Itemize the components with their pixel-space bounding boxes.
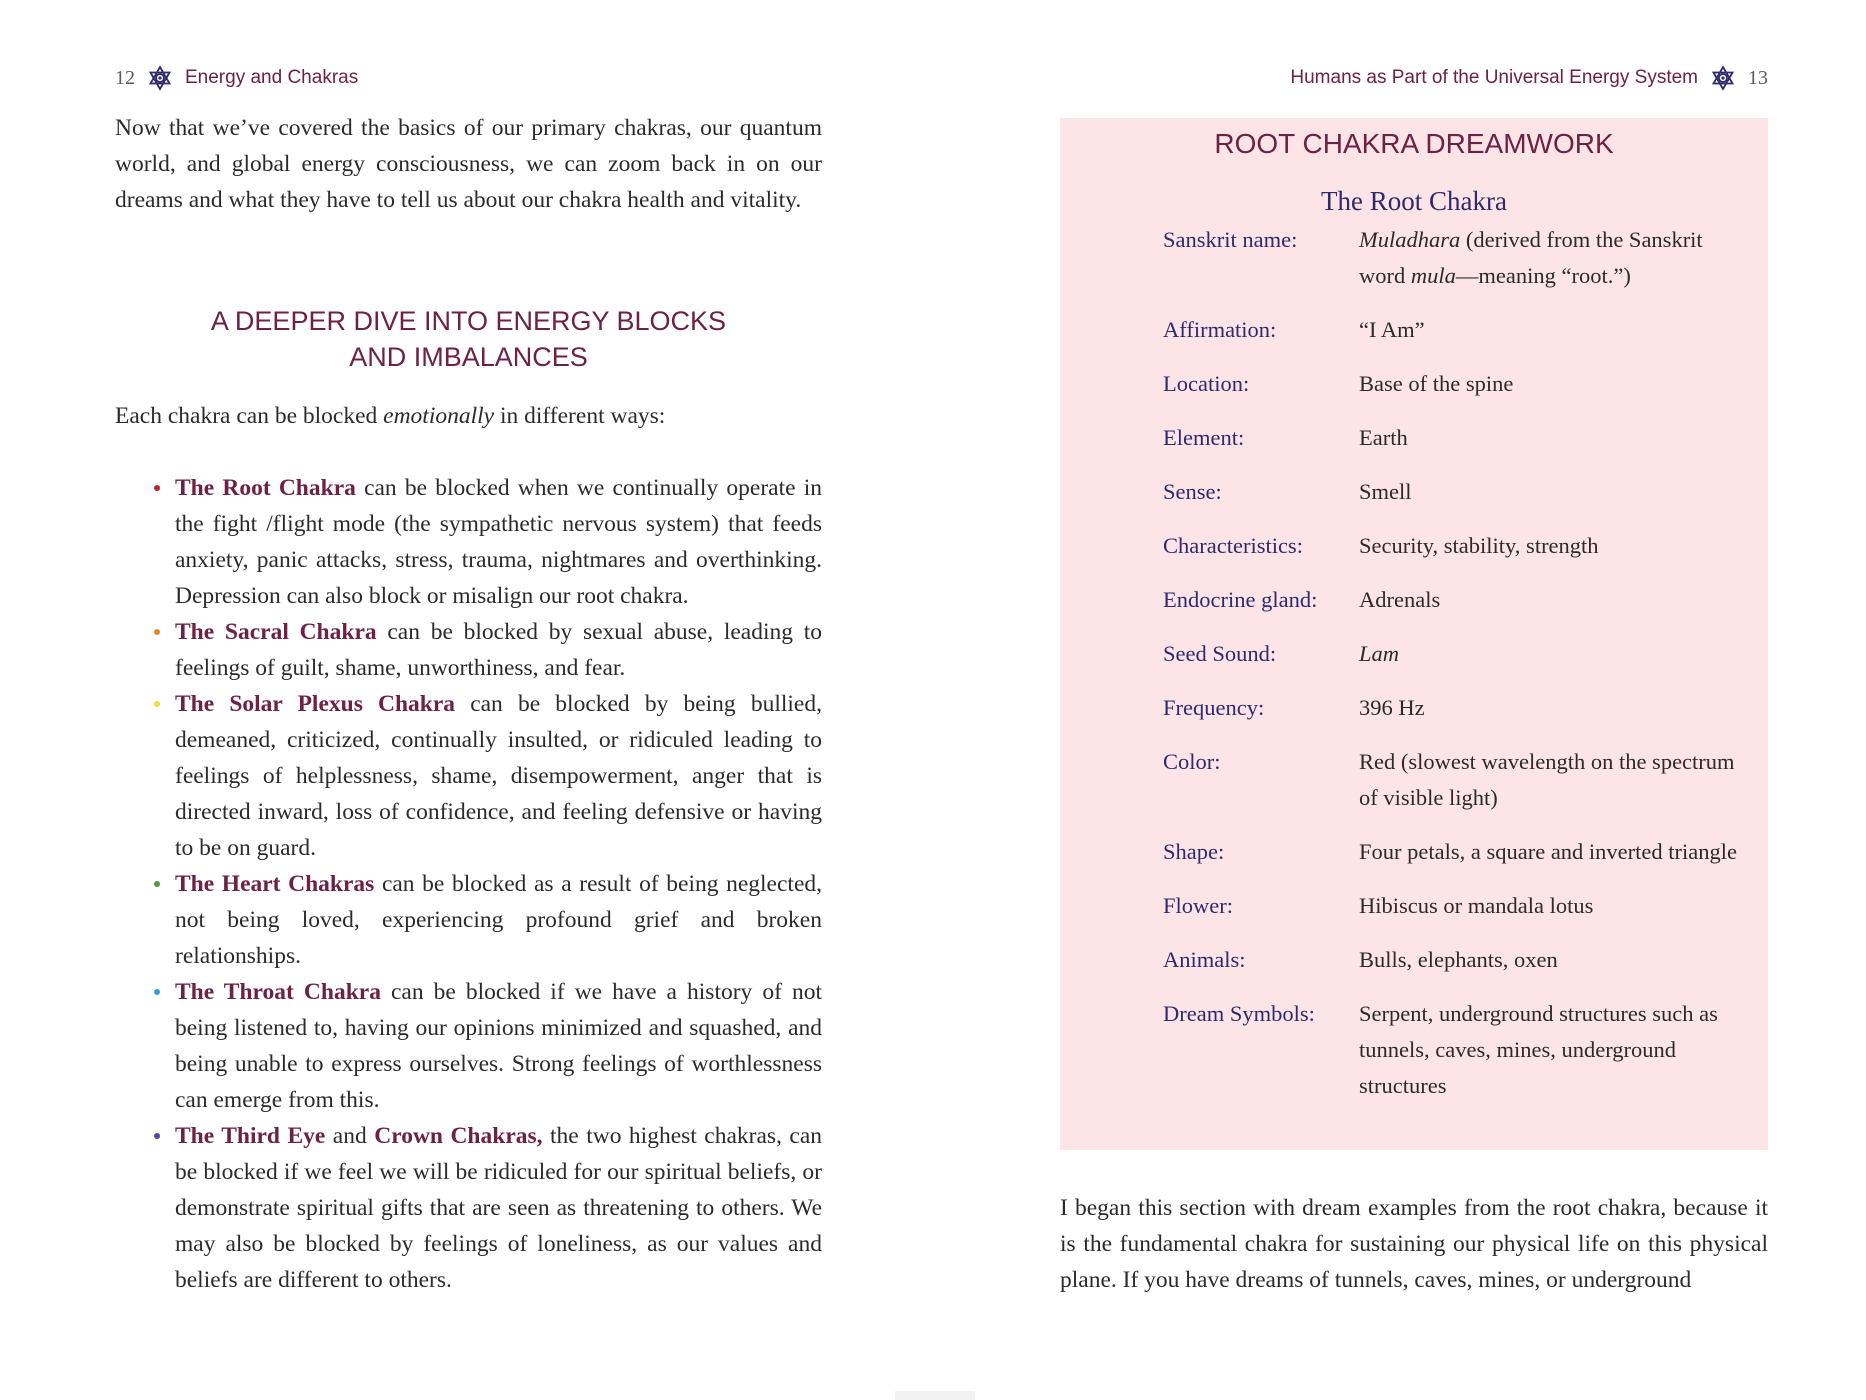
list-item-text: can be blocked if we have a history of not being listened to, having our opinions minimized and squashed, and being unable to express ourselves. Strong feelings of worthlessness can emerge from this.	[175, 979, 822, 1113]
blocked-intro-emphasis: emotionally	[383, 403, 495, 429]
fact-label: Flower:	[1163, 893, 1233, 918]
fact-row	[1163, 420, 1753, 456]
fact-label: Characteristics:	[1163, 533, 1303, 558]
fact-row	[1163, 636, 1753, 672]
fact-value: Base of the spine	[1359, 371, 1514, 396]
chakra-name: The Throat Chakra	[175, 979, 381, 1005]
fact-label: Endocrine gland:	[1163, 587, 1318, 612]
chakra-star-icon	[1710, 65, 1736, 91]
sanskrit-mid: (derived from the Sanskrit word	[1359, 227, 1703, 288]
right-running-head-title: Humans as Part of the Universal Energy System	[1290, 67, 1698, 88]
fact-value: Hibiscus or mandala lotus	[1359, 893, 1594, 918]
chakra-fact-table	[1163, 222, 1753, 1122]
fact-label: Location:	[1163, 371, 1250, 396]
bullet-dot-icon	[154, 701, 160, 707]
chakra-block-list	[115, 470, 822, 1298]
left-page-number: 12	[115, 66, 135, 89]
section-heading-line2: AND IMBALANCES	[349, 342, 588, 372]
section-heading-line1: A DEEPER DIVE INTO ENERGY BLOCKS	[210, 306, 727, 336]
blocked-intro	[115, 398, 822, 434]
fact-label: Seed Sound:	[1163, 641, 1277, 666]
fact-label: Element:	[1163, 425, 1245, 450]
fact-label: Sanskrit name:	[1163, 227, 1298, 252]
list-item-text: can be blocked as a result of being neglected, not being loved, experiencing profound grief and broken relationships.	[175, 871, 823, 969]
chakra-star-icon	[147, 65, 173, 91]
bullet-dot-icon	[154, 989, 160, 995]
list-item-text: the two highest chakras, can be blocked if we feel we will be ridiculed for our spiritual beliefs, or demonstrate spiritual gifts that are seen as threatening to others. We may also be blocked by feelings of loneliness, as our values and beliefs are different to others.	[175, 1123, 822, 1293]
box-title: ROOT CHAKRA DREAMWORK	[1214, 128, 1614, 159]
left-page	[115, 0, 822, 1400]
gutter-mark	[895, 1391, 975, 1400]
chakra-name: The Solar Plexus Chakra	[175, 691, 456, 717]
box-subtitle: The Root Chakra	[1321, 186, 1507, 216]
list-item-connector: and	[325, 1123, 375, 1149]
fact-value: Serpent, underground structures such as tunnels, caves, mines, underground structures	[1359, 1001, 1718, 1098]
fact-row	[1163, 744, 1753, 816]
outro-paragraph: I began this section with dream examples from the root chakra, because it is the fundamental chakra for sustaining our physical life on this physical plane. If you have dreams of tunnels, caves, mines, or underground	[1060, 1195, 1768, 1293]
fact-row	[1163, 582, 1753, 618]
blocked-intro-before: Each chakra can be blocked	[115, 403, 384, 429]
list-item-root	[115, 470, 822, 614]
fact-value: Security, stability, strength	[1359, 533, 1599, 558]
list-item-throat	[115, 974, 822, 1118]
bullet-dot-icon	[154, 1133, 160, 1139]
fact-label: Color:	[1163, 749, 1221, 774]
chakra-name: The Heart Chakras	[175, 871, 375, 897]
list-item-third-eye-crown	[115, 1118, 822, 1298]
blocked-intro-after: in different ways:	[494, 403, 666, 429]
fact-row	[1163, 996, 1753, 1104]
fact-row	[1163, 528, 1753, 564]
fact-value: Earth	[1359, 425, 1408, 450]
chakra-name: The Sacral Chakra	[175, 619, 377, 645]
fact-row	[1163, 312, 1753, 348]
chakra-name: The Third Eye	[175, 1123, 326, 1149]
fact-label: Affirmation:	[1163, 317, 1277, 342]
intro-paragraph: Now that we’ve covered the basics of our primary chakras, our quantum world, and global energy consciousness, we can zoom back in on our dreams and what they have to tell us about our chakra health and vitality.	[115, 115, 822, 213]
fact-row-sanskrit	[1163, 222, 1753, 294]
bullet-dot-icon	[154, 629, 160, 635]
fact-value: 396 Hz	[1359, 695, 1425, 720]
list-item-text: can be blocked by being bullied, demeaned, criticized, continually insulted, or ridiculed leading to feelings of helplessness, shame, disempowerment, anger that is directed inward, loss of confidence, and feeling defensive or having to be on guard.	[175, 691, 822, 861]
fact-value: Four petals, a square and inverted triangle	[1359, 839, 1737, 864]
fact-value	[1359, 222, 1749, 294]
chakra-name: The Root Chakra	[175, 475, 356, 501]
list-item-heart	[115, 866, 822, 974]
fact-row	[1163, 474, 1753, 510]
left-running-head	[115, 62, 822, 94]
sanskrit-end: —meaning “root.”)	[1455, 263, 1631, 288]
fact-value: Smell	[1359, 479, 1412, 504]
list-item-text: can be blocked by sexual abuse, leading to feelings of guilt, shame, unworthiness, and fear.	[175, 619, 822, 681]
bullet-dot-icon	[154, 881, 160, 887]
right-page	[1060, 0, 1768, 1400]
fact-label: Animals:	[1163, 947, 1246, 972]
fact-row	[1163, 690, 1753, 726]
bullet-dot-icon	[154, 485, 160, 491]
fact-row	[1163, 834, 1753, 870]
right-running-head	[1060, 62, 1768, 94]
list-item-text: can be blocked when we continually operate in the fight /flight mode (the sympathetic nervous system) that feeds anxiety, panic attacks, stress, trauma, nightmares and overthinking. Depression can also block or misalign our root chakra.	[175, 475, 823, 609]
fact-value: Bulls, elephants, oxen	[1359, 947, 1558, 972]
fact-label: Frequency:	[1163, 695, 1265, 720]
fact-label: Sense:	[1163, 479, 1222, 504]
fact-value: Adrenals	[1359, 587, 1441, 612]
sanskrit-word: mula	[1410, 263, 1456, 288]
right-page-number: 13	[1748, 66, 1768, 89]
fact-value: Lam	[1359, 641, 1400, 666]
fact-value: “I Am”	[1359, 317, 1425, 342]
fact-row	[1163, 888, 1753, 924]
list-item-solar-plexus	[115, 686, 822, 866]
section-heading	[115, 303, 822, 375]
fact-label: Dream Symbols:	[1163, 1001, 1315, 1026]
left-running-head-title: Energy and Chakras	[185, 67, 359, 88]
sanskrit-term: Muladhara	[1359, 227, 1461, 252]
chakra-name-second: Crown Chakras,	[374, 1123, 543, 1149]
fact-value: Red (slowest wavelength on the spectrum of visible light)	[1359, 749, 1735, 810]
fact-row	[1163, 942, 1753, 978]
list-item-sacral	[115, 614, 822, 686]
fact-row	[1163, 366, 1753, 402]
fact-label: Shape:	[1163, 839, 1225, 864]
